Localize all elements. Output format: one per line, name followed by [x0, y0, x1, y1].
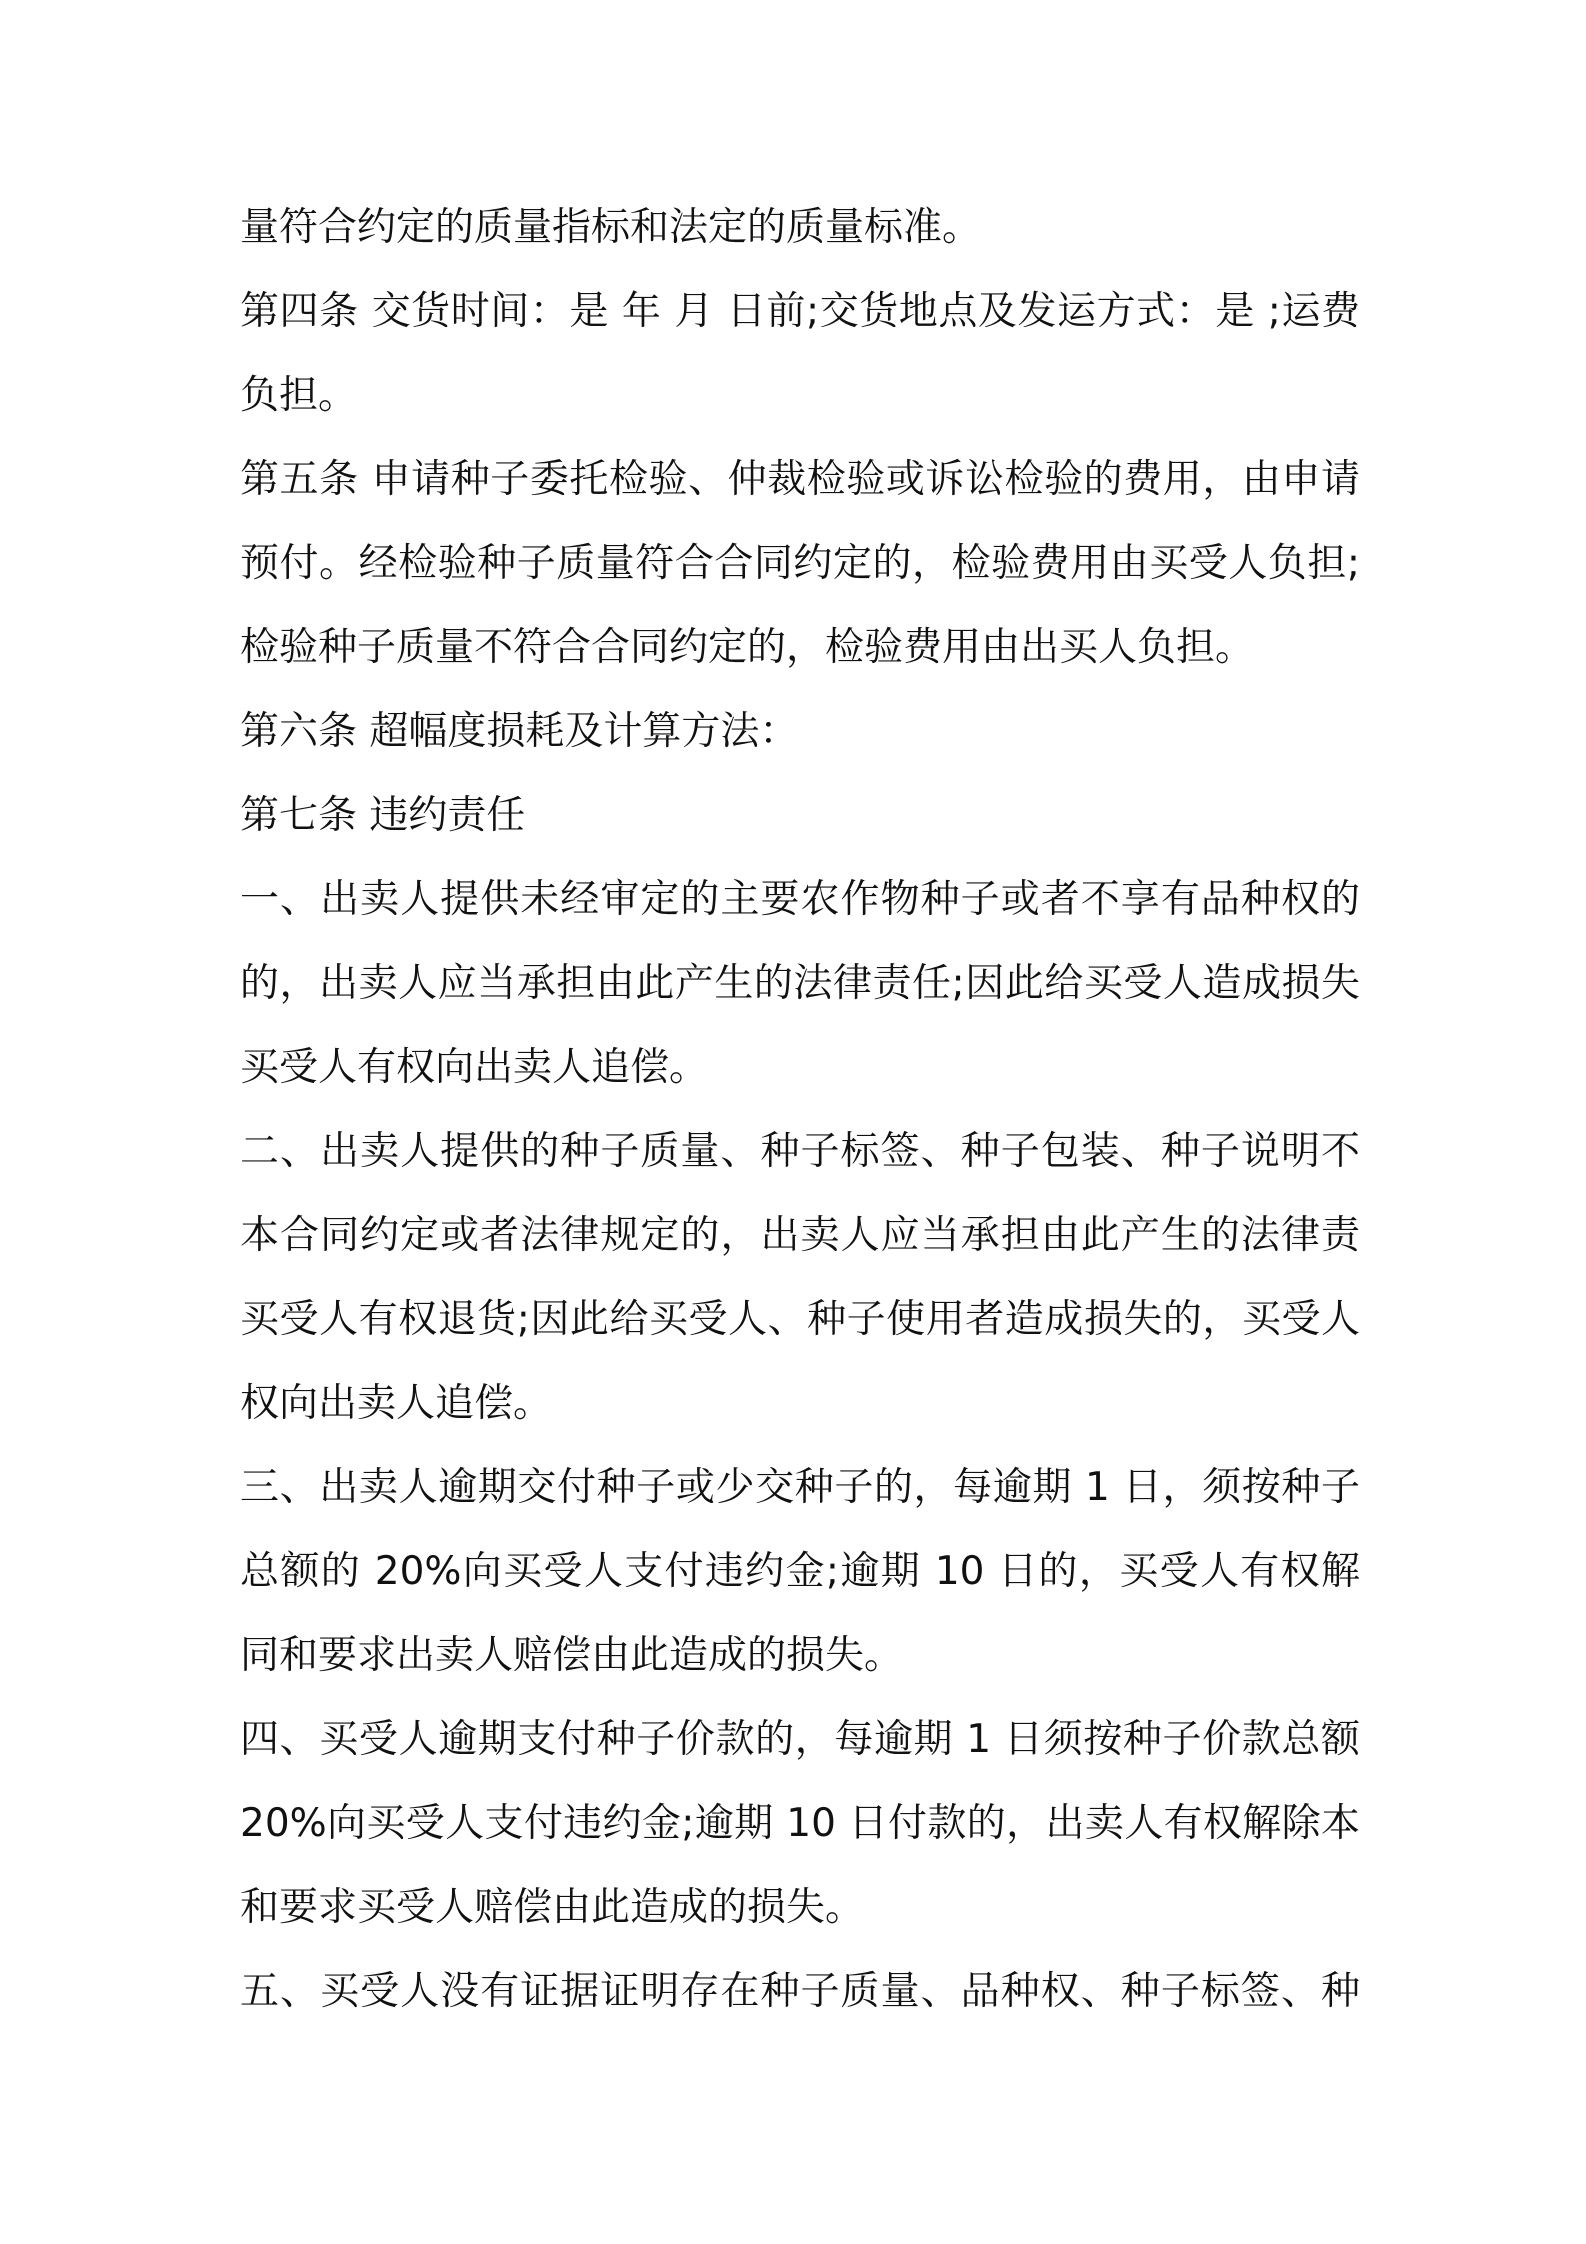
text-line: 权向出卖人追偿。	[240, 1381, 553, 1426]
contract-text-body	[240, 186, 1360, 2034]
text-line: 量符合约定的质量指标和法定的质量标准。	[240, 205, 982, 250]
text-line: 和要求买受人赔偿由此造成的损失。	[240, 1885, 865, 1930]
text-line: 第四条 交货时间：是 年 月 日前;交货地点及发运方式：是 ;运费	[240, 289, 1360, 334]
text-line: 第五条 申请种子委托检验、仲裁检验或诉讼检验的费用，由申请	[240, 457, 1360, 502]
text-line: 买受人有权向出卖人追偿。	[240, 1045, 709, 1090]
text-line: 预付。经检验种子质量符合合同约定的，检验费用由买受人负担;	[240, 541, 1360, 586]
text-line: 20%向买受人支付违约金;逾期 10 日付款的，出卖人有权解除本	[240, 1801, 1360, 1846]
text-line: 检验种子质量不符合合同约定的，检验费用由出买人负担。	[240, 625, 1255, 670]
text-line: 一、出卖人提供未经审定的主要农作物种子或者不享有品种权的	[240, 877, 1360, 922]
text-line: 第六条 超幅度损耗及计算方法：	[240, 709, 799, 754]
text-line: 五、买受人没有证据证明存在种子质量、品种权、种子标签、种	[240, 1969, 1360, 2014]
text-line: 三、出卖人逾期交付种子或少交种子的，每逾期 1 日，须按种子	[240, 1465, 1360, 1510]
text-line: 四、买受人逾期支付种子价款的，每逾期 1 日须按种子价款总额	[240, 1717, 1360, 1762]
text-line: 本合同约定或者法律规定的，出卖人应当承担由此产生的法律责	[240, 1213, 1360, 1258]
text-line: 同和要求出卖人赔偿由此造成的损失。	[240, 1633, 904, 1678]
text-line: 总额的 20%向买受人支付违约金;逾期 10 日的，买受人有权解	[240, 1549, 1360, 1594]
text-line: 负担。	[240, 373, 358, 418]
text-line: 第七条 违约责任	[240, 793, 526, 838]
text-line: 的，出卖人应当承担由此产生的法律责任;因此给买受人造成损失	[240, 961, 1360, 1006]
text-line: 买受人有权退货;因此给买受人、种子使用者造成损失的，买受人	[240, 1297, 1360, 1342]
text-line: 二、出卖人提供的种子质量、种子标签、种子包装、种子说明不	[240, 1129, 1360, 1174]
